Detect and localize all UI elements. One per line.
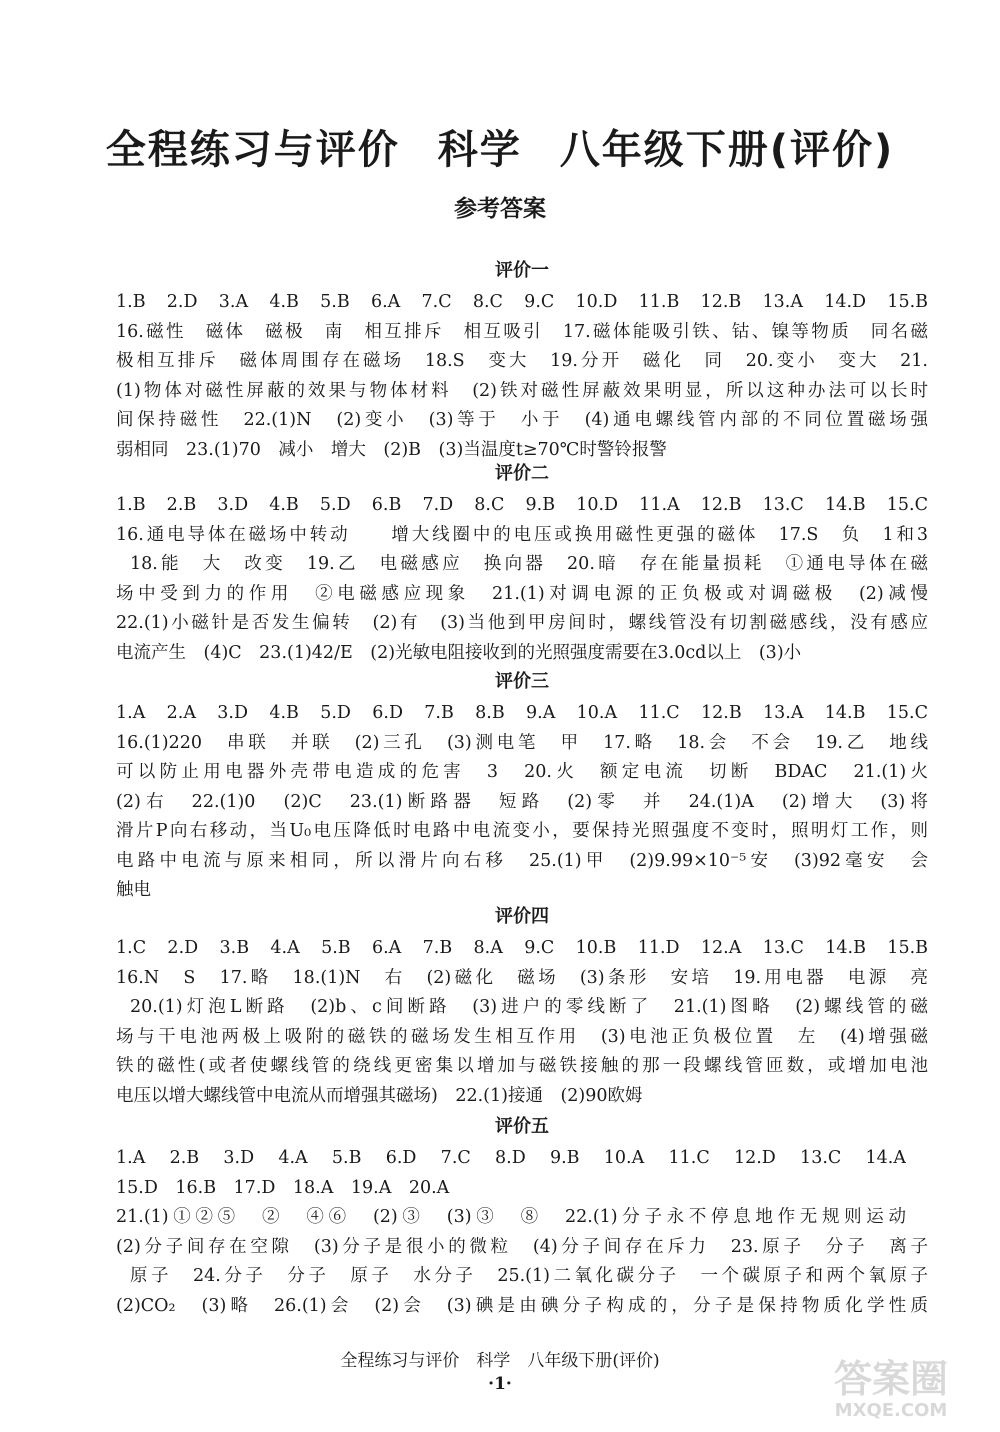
answer-line: 16.(1)220 串联 并联 (2)三孔 (3)测电笔 甲 17.略 18.会 不会 19.乙 地线 bbox=[116, 732, 928, 753]
answer-line: 21.(1)①②⑤ ② ④⑥ (2)③ (3)③ ⑧ 22.(1)分子永不停息地作无规则运动 bbox=[116, 1207, 906, 1227]
answer-line: 1.B 2.D 3.A 4.B 5.B 6.A 7.C 8.C 9.C 10.D 11.B 12.B 13.A 14.D 15.B bbox=[116, 292, 928, 312]
answer-line: 滑片P向右移动，当U₀电压降低时电路中电流变小，要保持光照强度不变时，照明灯工作，则 bbox=[116, 821, 928, 841]
answer-line: 16.N S 17.略 18.(1)N 右 (2)磁化 磁场 (3)条形 安培 19.用电器 电源 亮 bbox=[116, 967, 928, 988]
section-heading: 评价二 bbox=[495, 463, 549, 484]
title-subject: 科学 bbox=[437, 127, 522, 173]
answer-line: 22.(1)小磁针是否发生偏转 (2)有 (3)当他到甲房间时，螺线管没有切割磁感线，没有感应 bbox=[116, 613, 928, 633]
page-subtitle: 参考答案 bbox=[454, 196, 546, 222]
section-heading: 评价四 bbox=[495, 906, 549, 927]
answer-line: 电路中电流与原来相同，所以滑片向右移 25.(1)甲 (2)9.99×10⁻⁵安 (3)92毫安 会 bbox=[116, 850, 928, 871]
answer-line: 16.磁性 磁体 磁极 南 相互排斥 相互吸引 17.磁体能吸引铁、钴、镍等物质 同名磁 bbox=[116, 321, 928, 342]
answer-line: 场与干电池两极上吸附的磁铁的磁场发生相互作用 (3)电池正负极位置 左 (4)增强磁 bbox=[116, 1026, 928, 1047]
answer-line: 15.D 16.B 17.D 18.A 19.A 20.A bbox=[116, 1177, 450, 1198]
page-title bbox=[0, 118, 1000, 175]
answer-line: 可以防止用电器外壳带电造成的危害 3 20.火 额定电流 切断 BDAC 21.(1)火 bbox=[116, 762, 928, 782]
page-number: ·1· bbox=[488, 1374, 512, 1394]
section-eval-4 bbox=[116, 902, 928, 1111]
answer-line: 1.A 2.B 3.D 4.A 5.B 6.D 7.C 8.D 9.B 10.A 11.C 12.D 13.C 14.A bbox=[116, 1148, 906, 1168]
section-eval-5 bbox=[116, 1112, 928, 1321]
answer-line: (2)右 22.(1)0 (2)C 23.(1)断路器 短路 (2)零 并 24.(1)A (2)增大 (3)将 bbox=[116, 791, 928, 812]
answer-line: 1.C 2.D 3.B 4.A 5.B 6.A 7.B 8.A 9.C 10.B 11.D 12.A 13.C 14.B 15.B bbox=[116, 938, 928, 958]
answer-line: 触电 bbox=[116, 880, 151, 900]
title-series: 全程练习与评价 bbox=[105, 127, 400, 173]
section-eval-3 bbox=[116, 667, 928, 906]
answer-line: 极相互排斥 磁体周围存在磁场 18.S 变大 19.分开 磁化 同 20.变小 变大 21. bbox=[116, 351, 928, 371]
answer-line: (1)物体对磁性屏蔽的效果与物体材料 (2)铁对磁性屏蔽效果明显，所以这种办法可以长时 bbox=[116, 380, 928, 401]
answer-line: 间保持磁性 22.(1)N (2)变小 (3)等于 小于 (4)通电螺线管内部的不同位置磁场强 bbox=[116, 410, 928, 430]
section-heading: 评价三 bbox=[495, 671, 549, 692]
section-eval-2 bbox=[116, 459, 928, 668]
section-heading: 评价五 bbox=[495, 1116, 549, 1137]
title-grade: 八年级下册(评价) bbox=[559, 127, 895, 173]
answer-line: (2)CO₂ (3)略 26.(1)会 (2)会 (3)碘是由碘分子构成的，分子是保持物质化学性质 bbox=[116, 1295, 928, 1316]
answer-line: 20.(1)灯泡L断路 (2)b、c间断路 (3)进户的零线断了 21.(1)图略 (2)螺线管的磁 bbox=[130, 997, 928, 1017]
answer-line: 电流产生 (4)C 23.(1)42/E (2)光敏电阻接收到的光照强度需要在3.0cd以上 (3)小 bbox=[116, 642, 802, 663]
answer-line: 1.A 2.A 3.D 4.B 5.D 6.D 7.B 8.B 9.A 10.A 11.C 12.B 13.A 14.B 15.C bbox=[116, 703, 928, 723]
section-eval-1 bbox=[116, 256, 928, 465]
answer-line: 16.通电导体在磁场中转动 增大线圈中的电压或换用磁性更强的磁体 17.S 负 1和3 bbox=[116, 524, 928, 545]
answer-line: 原子 24.分子 分子 原子 水分子 25.(1)二氧化碳分子 一个碳原子和两个氧原子 bbox=[130, 1266, 928, 1286]
answer-line: (2)分子间存在空隙 (3)分子是很小的微粒 (4)分子间存在斥力 23.原子 分子 离子 bbox=[116, 1236, 928, 1257]
section-heading: 评价一 bbox=[495, 260, 549, 281]
watermark-text: 答案圈 bbox=[833, 1357, 949, 1401]
answer-line: 18.能 大 改变 19.乙 电磁感应 换向器 20.暗 存在能量损耗 ①通电导体在磁 bbox=[130, 554, 928, 574]
answer-line: 铁的磁性(或者使螺线管的绕线更密集以增加与磁铁接触的那一段螺线管匝数，或增加电池 bbox=[116, 1056, 928, 1076]
watermark-logo bbox=[796, 1352, 986, 1422]
answer-line: 弱相同 23.(1)70 减小 增大 (2)B (3)当温度t≥70℃时警铃报警 bbox=[116, 439, 667, 460]
watermark-logo-icon bbox=[796, 1352, 986, 1422]
answer-line: 1.B 2.B 3.D 4.B 5.D 6.B 7.D 8.C 9.B 10.D 11.A 12.B 13.C 14.B 15.C bbox=[116, 495, 928, 515]
watermark-url: MXQE.COM bbox=[834, 1400, 948, 1421]
footer-title: 全程练习与评价 科学 八年级下册(评价) bbox=[340, 1351, 660, 1371]
answer-line: 电压以增大螺线管中电流从而增强其磁场) 22.(1)接通 (2)90欧姆 bbox=[116, 1085, 643, 1106]
answer-line: 场中受到力的作用 ②电磁感应现象 21.(1)对调电源的正负极或对调磁极 (2)减慢 bbox=[116, 583, 928, 604]
